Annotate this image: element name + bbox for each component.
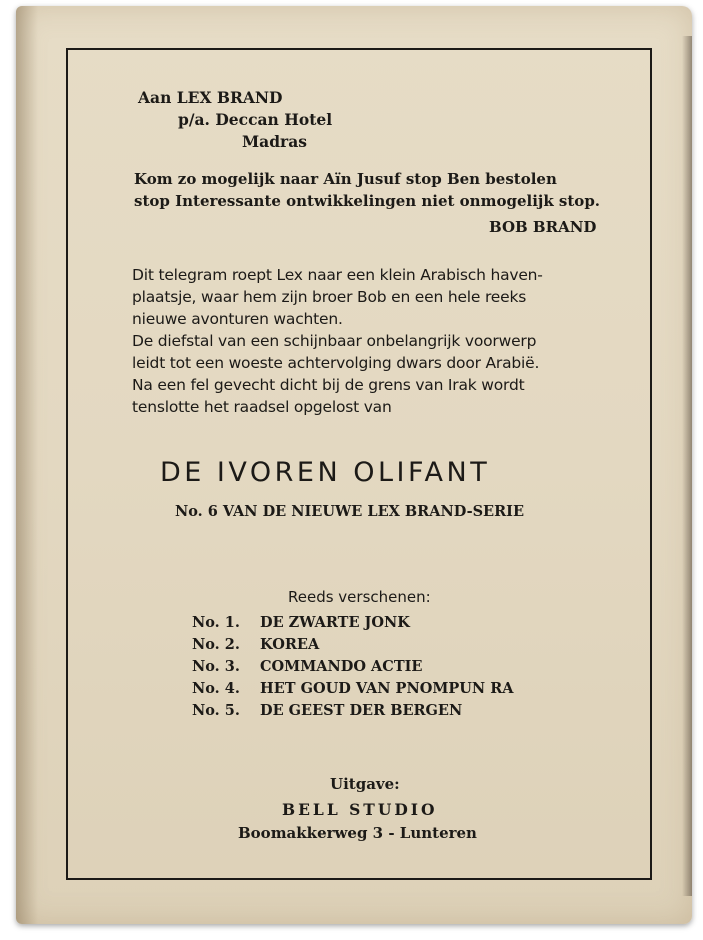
series-item-title: HET GOUD VAN PNOMPUN RA [260,680,514,697]
publisher-label: Uitgave: [330,775,400,793]
description-line: Dit telegram roept Lex naar een klein Arabisch haven- [132,266,543,284]
series-item-number: No. 4. [192,680,240,697]
series-item-title: KOREA [260,636,320,653]
description-line: nieuwe avonturen wachten. [132,310,343,328]
series-heading: Reeds verschenen: [288,588,431,606]
series-item-number: No. 1. [192,614,240,631]
series-item [192,658,422,675]
description-line: tenslotte het raadsel opgelost van [132,398,392,416]
spine-shadow [16,6,38,924]
message-line-2: stop Interessante ontwikkelingen niet onmogelijk stop. [134,192,601,210]
publisher-address: Boomakkerweg 3 - Lunteren [238,824,477,842]
series-item [192,614,410,631]
address-line-3: Madras [242,132,307,151]
series-item [192,636,319,653]
series-item [192,702,462,719]
address-line-2: p/a. Deccan Hotel [178,110,333,129]
series-item-title: DE GEEST DER BERGEN [260,702,463,719]
book-title: DE IVOREN OLIFANT [160,457,491,488]
description-line: De diefstal van een schijnbaar onbelangrijk voorwerp [132,332,537,350]
page-edge [682,36,692,896]
book-subtitle: No. 6 VAN DE NIEUWE LEX BRAND-SERIE [175,503,524,520]
address-line-1: Aan LEX BRAND [138,88,283,107]
message-line-1: Kom zo mogelijk naar Aïn Jusuf stop Ben bestolen [134,170,557,188]
series-item [192,680,514,697]
series-item-number: No. 3. [192,658,240,675]
description-line: Na een fel gevecht dicht bij de grens van Irak wordt [132,376,525,394]
description-line: plaatsje, waar hem zijn broer Bob en een hele reeks [132,288,527,306]
series-item-title: DE ZWARTE JONK [260,614,410,631]
telegram-signature: BOB BRAND [489,218,597,236]
series-item-title: COMMANDO ACTIE [260,658,423,675]
series-item-number: No. 5. [192,702,240,719]
series-item-number: No. 2. [192,636,240,653]
publisher-name: BELL STUDIO [282,800,438,819]
description-line: leidt tot een woeste achtervolging dwars door Arabië. [132,354,540,372]
